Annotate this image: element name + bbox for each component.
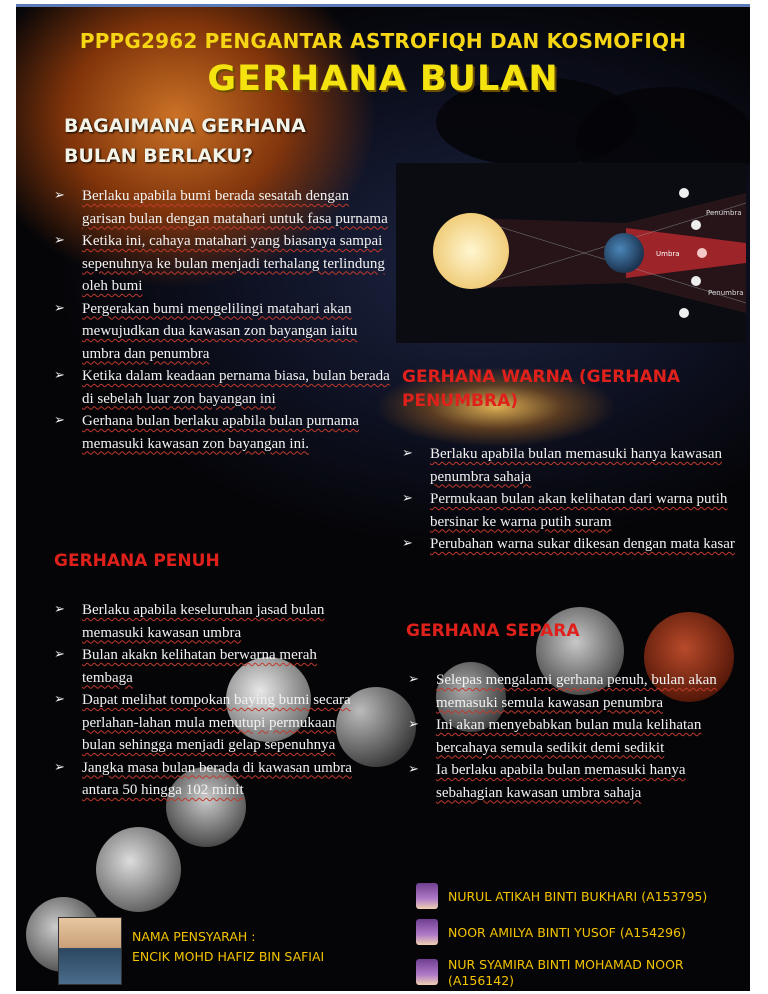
lecturer-block xyxy=(132,927,324,967)
penuh-list xyxy=(54,599,354,802)
how-heading xyxy=(64,111,306,171)
moon-icon xyxy=(697,248,707,258)
student-id: (A156142) xyxy=(448,973,515,988)
list-item: ➢ Ketika ini, cahaya matahari yang biasanya sampai sepenuhnya ke bulan menjadi terhalang terlindung oleh bumi xyxy=(54,230,390,298)
course-title: PPPG2962 PENGANTAR ASTROFIQH DAN KOSMOFIQH xyxy=(79,29,687,53)
list-item: ➢ Gerhana bulan berlaku apabila bulan purnama memasuki kawasan zon bayangan ini. xyxy=(54,410,390,455)
list-item: ➢ Ia berlaku apabila bulan memasuki hanya sebahagian kawasan umbra sahaja xyxy=(408,759,734,804)
list-item: ➢ Permukaan bulan akan kelihatan dari warna putih bersinar ke warna putih suram xyxy=(402,488,736,533)
list-item: ➢ Berlaku apabila keseluruhan jasad bulan memasuki kawasan umbra xyxy=(54,599,354,644)
penumbra-heading xyxy=(402,365,680,413)
penumbra-bottom-label: Penumbra xyxy=(708,289,744,297)
sun-icon xyxy=(433,213,509,289)
moon-icon xyxy=(679,188,689,198)
student-avatar xyxy=(416,919,438,945)
how-heading-line1: BAGAIMANA GERHANA xyxy=(64,115,306,137)
student-avatar xyxy=(416,883,438,909)
separa-heading: GERHANA SEPARA xyxy=(406,621,580,641)
earth-icon xyxy=(604,233,644,273)
student-name: NOOR AMILYA BINTI YUSOF (A154296) xyxy=(448,925,686,940)
moon-icon xyxy=(691,276,701,286)
how-list xyxy=(54,185,390,455)
student-name: NUR SYAMIRA BINTI MOHAMAD NOOR xyxy=(448,957,684,972)
list-item: ➢ Perubahan warna sukar dikesan dengan mata kasar xyxy=(402,533,736,556)
moon-phase-image xyxy=(96,827,181,912)
penumbra-top-label: Penumbra xyxy=(706,209,742,217)
lecturer-label: NAMA PENSYARAH : xyxy=(132,929,256,944)
penumbra-heading-line2: PENUMBRA) xyxy=(402,391,518,411)
list-item: ➢ Ketika dalam keadaan pernama biasa, bulan berada di sebelah luar zon bayangan ini xyxy=(54,365,390,410)
moon-icon xyxy=(691,220,701,230)
poster xyxy=(16,4,750,991)
lecturer-photo xyxy=(58,917,122,985)
eclipse-diagram xyxy=(396,163,746,343)
penumbra-heading-line1: GERHANA WARNA (GERHANA xyxy=(402,367,681,387)
list-item: ➢ Jangka masa bulan berada di kawasan umbra antara 50 hingga 102 minit xyxy=(54,757,354,802)
lecturer-name: ENCIK MOHD HAFIZ BIN SAFIAI xyxy=(132,949,325,964)
student-avatar xyxy=(416,959,438,985)
list-item: ➢ Selepas mengalami gerhana penuh, bulan akan memasuki semula kawasan penumbra xyxy=(408,669,734,714)
list-item: ➢ Pergerakan bumi mengelilingi matahari akan mewujudkan dua kawasan zon bayangan iaitu umbra dan penumbra xyxy=(54,298,390,366)
separa-list xyxy=(408,669,734,804)
penumbra-list xyxy=(402,443,736,556)
list-item: ➢ Berlaku apabila bulan memasuki hanya kawasan penumbra sahaja xyxy=(402,443,736,488)
list-item: ➢ Dapat melihat tompokan baying bumi secara perlahan-lahan mula menutupi permukaan bulan sehingga menjadi gelap sepenuhnya xyxy=(54,689,354,757)
list-item: ➢ Bulan akakn kelihatan berwarna merah tembaga xyxy=(54,644,354,689)
page-title: GERHANA BULAN xyxy=(207,59,559,99)
eclipse-diagram-svg xyxy=(396,163,746,343)
moon-icon xyxy=(679,308,689,318)
umbra-label: Umbra xyxy=(656,250,680,258)
penuh-heading: GERHANA PENUH xyxy=(54,551,220,571)
how-heading-line2: BULAN BERLAKU? xyxy=(64,145,253,167)
list-item: ➢ Berlaku apabila bumi berada sesatah dengan garisan bulan dengan matahari untuk fasa purnama xyxy=(54,185,390,230)
list-item: ➢ Ini akan menyebabkan bulan mula kelihatan bercahaya semula sedikit demi sedikit xyxy=(408,714,734,759)
student-name: NURUL ATIKAH BINTI BUKHARI (A153795) xyxy=(448,889,708,904)
